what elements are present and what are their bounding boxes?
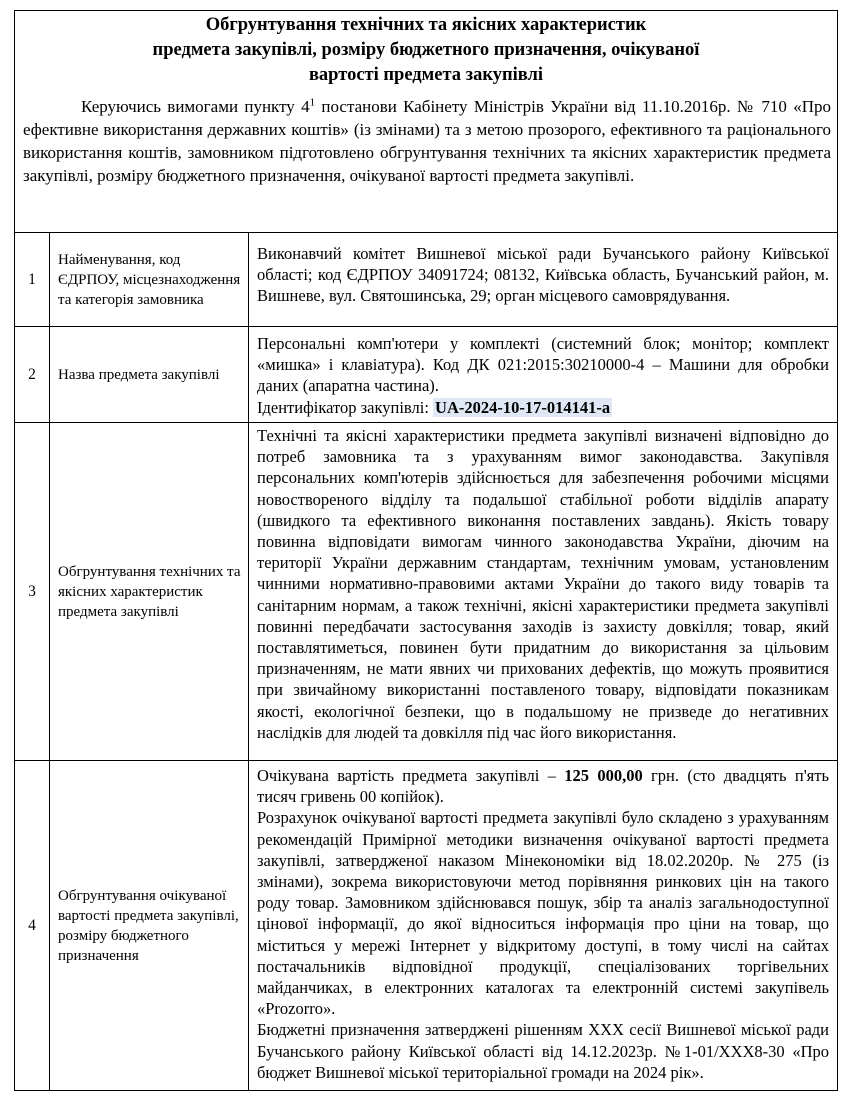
cost-calculation-paragraph: Розрахунок очікуваної вартості предмета закупівлі було складено з урахуванням рекомендацій Примірної методики визначення очікуваної вартості предмета закупівлі, затвердженої наказом Мінекономіки від 18.02.2020р. № 275 (із змінами), зокрема використовуючи метод порівняння ринкових цін на такого роду товар. Замовником здійснювався пошук, збір та аналіз загальнодоступної цінової інформації, до якої відноситься інформація про ціни на товар, що міститься у мережі Інтернет у відкритому доступі, в тому числі на сайтах постачальників відповідної продукції, спеціалізованих торгівельних майданчиках, в електронних каталогах та електронній системі закупівель «Prozorro».: [257, 808, 829, 1019]
row-content: Технічні та якісні характеристики предмета закупівлі визначені відповідно до потреб замовника та з урахуванням вимог законодавства. Закупівля персональних комп'ютерів здійснюється для забезпечення робочими місцями новоствореного відділу та подальшої стабільної роботи відділів апарату (швидкого та ефективного виконання поставлених завдань). Якість товару повинна відповідати вимогам чинного законодавства України, діючим на території України державним стандартам, технічним умовам, установленим чинними нормативно-правовими актами України до такого виду товарів та санітарним нормам, а також технічні, якісні характеристики предмета закупівлі повинні передбачати застосування заходів із захисту довкілля; товар, який поставлятиметься, повинен бути придатним до використання за цільовим призначенням, не мати явних чи прихованих дефектів, що можуть проявитися при звичайному використанні поставленого товару, відповідати показникам якості, екологічної безпеки, що в подальшому не призведе до негативних наслідків для людей та довкілля під час його використання.: [249, 423, 838, 761]
expected-cost: [257, 765, 829, 807]
row-number: 4: [15, 761, 50, 1091]
identifier-value: UA-2024-10-17-014141-a: [435, 397, 611, 417]
row-number: 1: [15, 233, 50, 327]
document-page: [14, 10, 838, 1090]
row-content: [249, 761, 838, 1091]
cost-prefix: Очікувана вартість предмета закупівлі –: [257, 766, 565, 785]
row-content: Виконавчий комітет Вишневої міської ради Бучанського району Київської області; код ЄДРПОУ 34091724; 08132, Київська область, Бучанський район, м. Вишневе, вул. Святошинська, 29; орган місцевого самоврядування.: [249, 233, 838, 327]
budget-paragraph: Бюджетні призначення затверджені рішенням XXX сесії Вишневої міської ради Бучанського району Київської області від 14.12.2023р. №1-01/XXX8-30 «Про бюджет Вишневої міської територіальної громади на 2024 рік».: [257, 1020, 829, 1082]
procurement-identifier: [257, 397, 829, 418]
row-label: Найменування, код ЄДРПОУ, місцезнаходження та категорія замовника: [50, 233, 249, 327]
title-line-2: предмета закупівлі, розміру бюджетного призначення, очікуваної: [152, 40, 700, 60]
row-number: 3: [15, 423, 50, 761]
intro-text-part2: постанови Кабінету Міністрів України від 11.10.2016р. № 710 «Про ефективне використання державних коштів» (із змінами) та з метою прозорого, ефективного та раціонального використання коштів, замовником підготовлено обгрунтування технічних та якісних характеристик предмета закупівлі, розміру бюджетного призначення, очікуваної вартості предмета закупівлі.: [23, 97, 832, 185]
intro-text-part1: Керуючись вимогами пункту 4: [81, 97, 310, 116]
document-title: [15, 13, 837, 88]
row-number: 2: [15, 327, 50, 423]
intro-superscript: 1: [309, 96, 316, 109]
intro-paragraph: [23, 95, 831, 187]
cost-suffix: грн. (сто двадцять п'ять тисяч гривень 00 копійок).: [257, 766, 829, 807]
table-row: [15, 233, 838, 327]
table-row: [15, 761, 838, 1091]
title-line-3: вартості предмета закупівлі: [308, 65, 544, 85]
identifier-label: Ідентифікатор закупівлі:: [257, 397, 434, 417]
table-row: [15, 327, 838, 423]
table-row: [15, 423, 838, 761]
procurement-name: Персональні комп'ютери у комплекті (системний блок; монітор; комплект «мишка» і клавіатура). Код ДК 021:2015:30210000-4 – Машини для обробки даних (апаратна частина).: [257, 334, 829, 396]
header-box: [14, 10, 838, 233]
row-label: Обгрунтування технічних та якісних характеристик предмета закупівлі: [50, 423, 249, 761]
row-label: Назва предмета закупівлі: [50, 327, 249, 423]
details-table: [14, 232, 838, 1091]
title-line-1: Обгрунтування технічних та якісних характеристик: [205, 15, 647, 35]
row-content: [249, 327, 838, 423]
cost-value: 125 000,00: [564, 766, 643, 785]
row-label: Обгрунтування очікуваної вартості предмета закупівлі, розміру бюджетного призначення: [50, 761, 249, 1091]
